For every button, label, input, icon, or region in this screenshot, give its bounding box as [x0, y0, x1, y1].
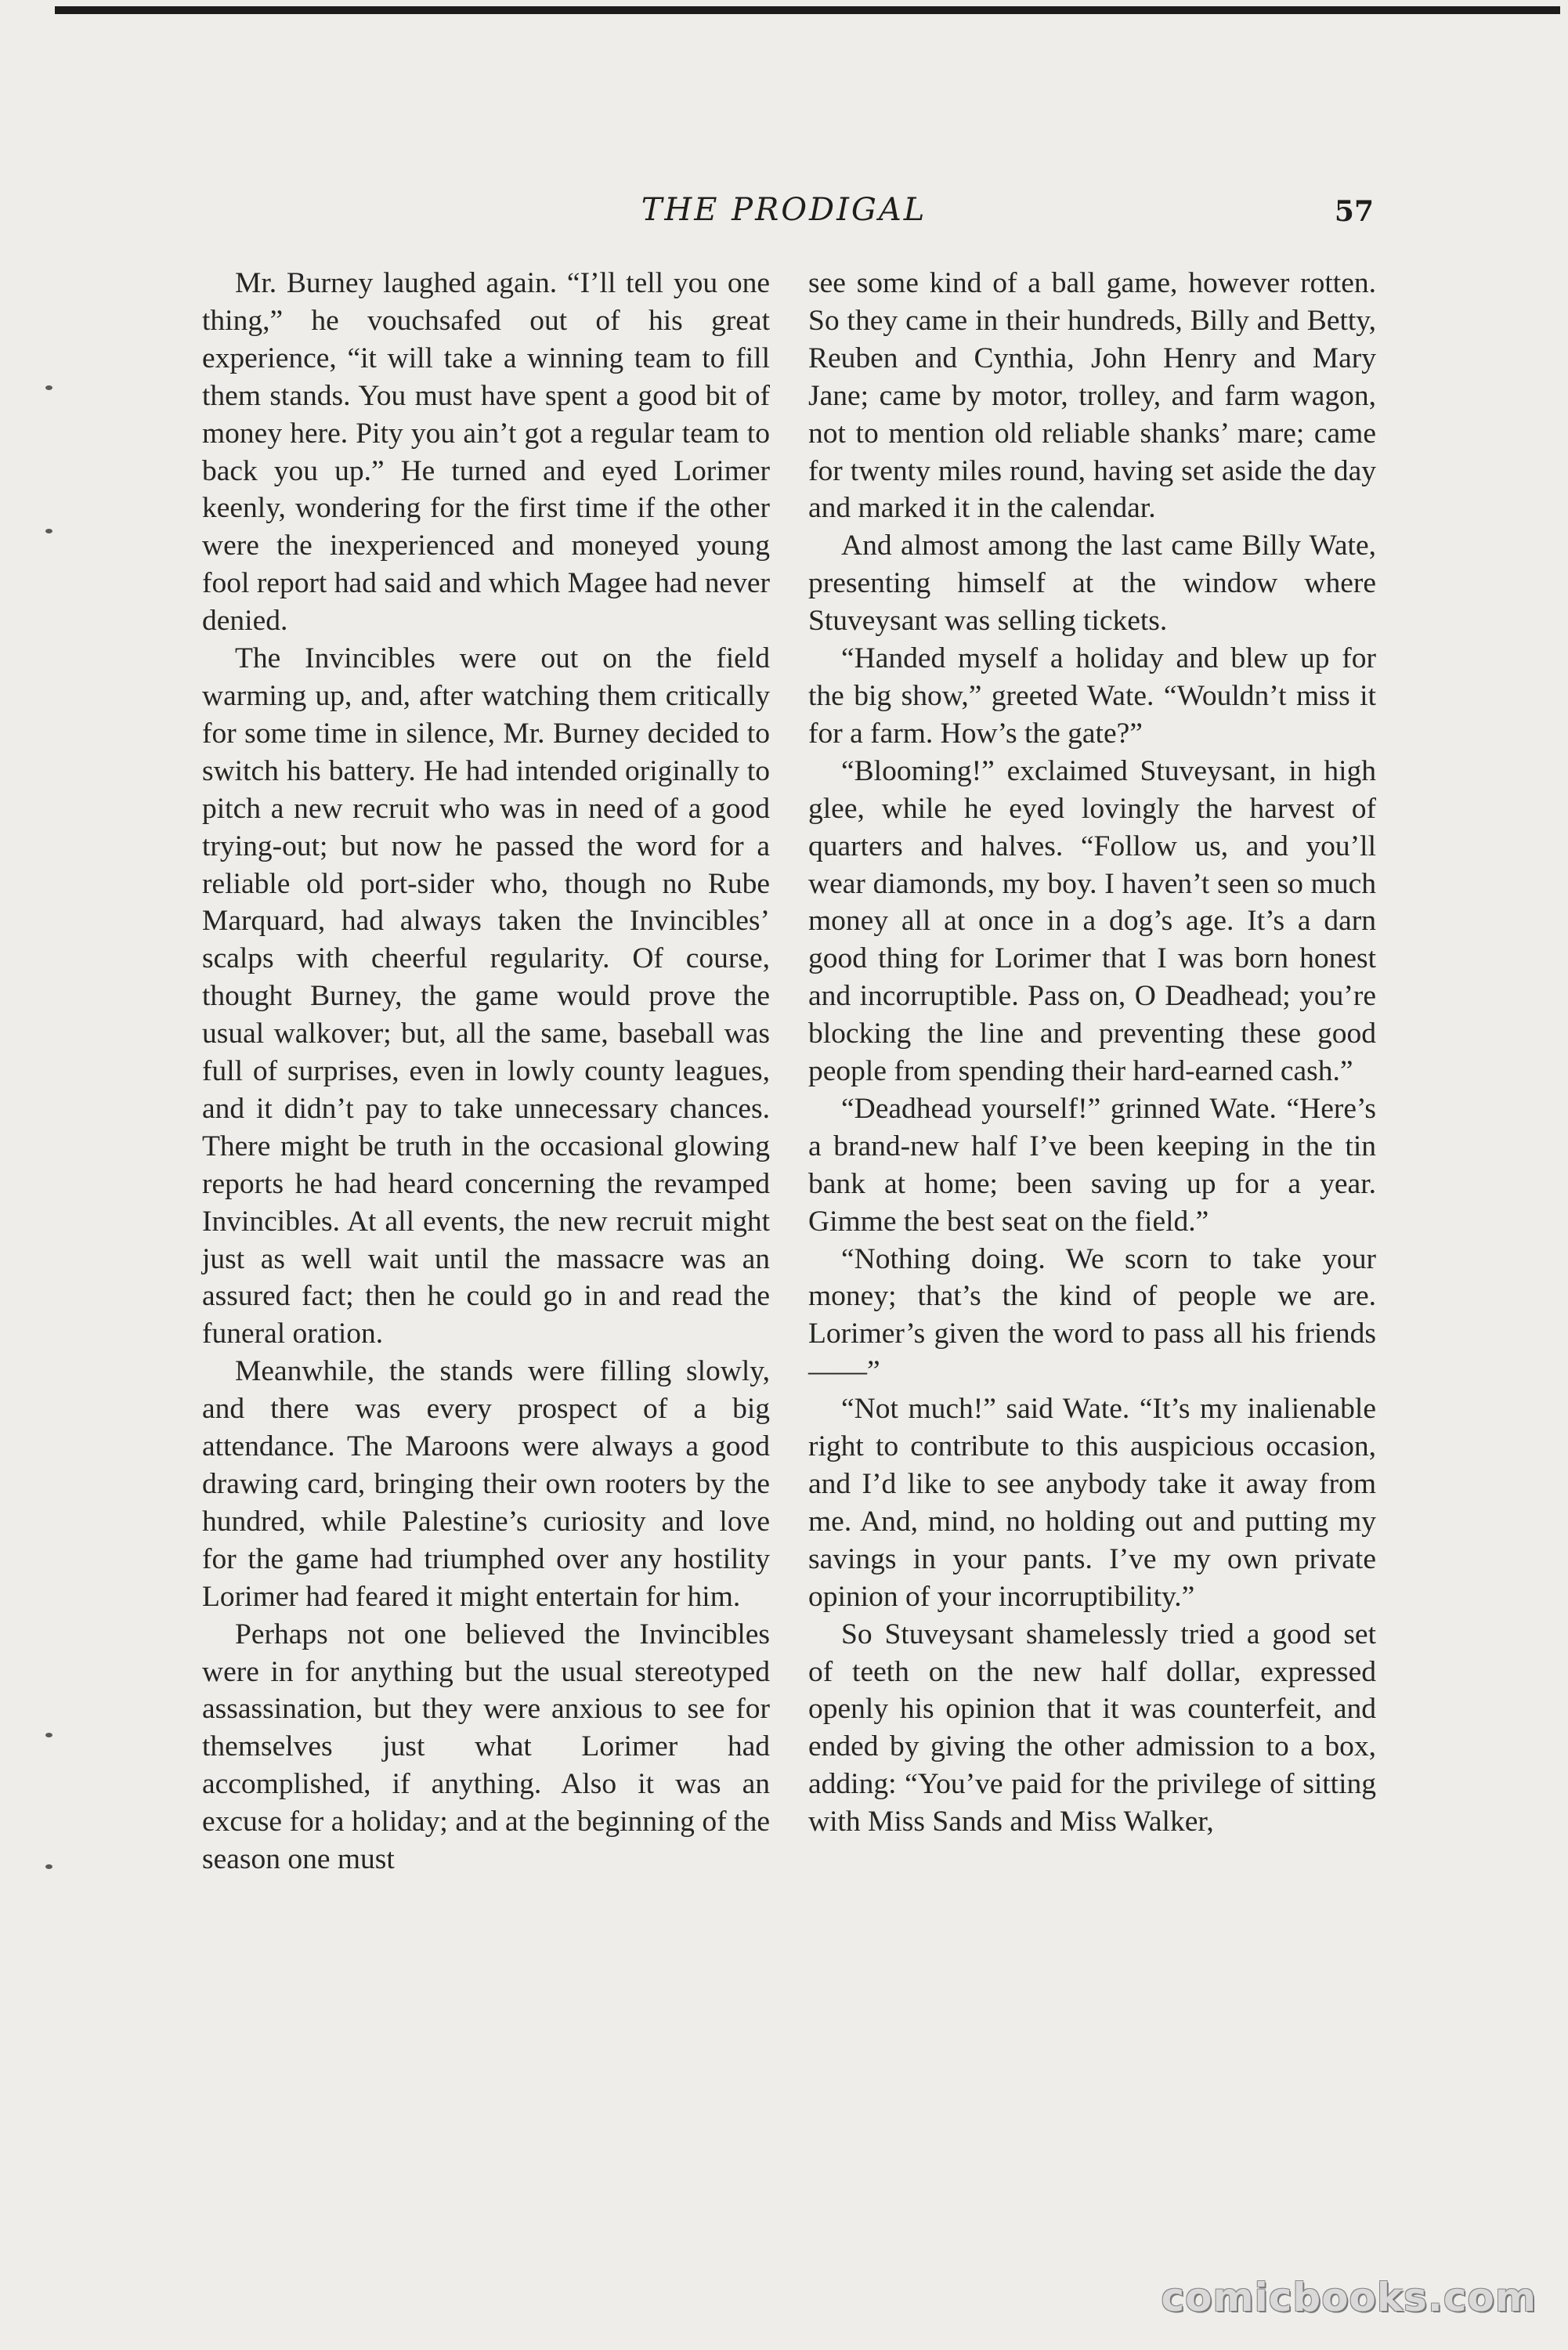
paragraph: The Invincibles were out on the field warming up, and, after watching them critically for some time in silence, Mr. Burney decided to switch his battery. He had intended originally to pitch a new recruit who was in need of a good trying-out; but now he passed the word for a reliable old port-sider who, though no Rube Marquard, had always taken the Invincibles’ scalps with cheerful regularity. Of course, thought Burney, the game would prove the usual walkover; but, all the same, baseball was full of surprises, even in lowly county leagues, and it didn’t pay to take unnecessary chances. There might be truth in the occasional glowing reports he had heard concerning the revamped Invincibles. At all events, the new recruit might just as well wait until the massacre was an assured fact; then he could go in and read the funeral oration. [202, 642, 770, 1350]
paragraph: So Stuveysant shamelessly tried a good set of teeth on the new half dollar, expressed openly his opinion that it was counterfeit, and ended by giving the other admission to a box, adding: “You’ve paid for the privilege of sitting with Miss Sands and Miss Walker, [808, 1618, 1376, 1838]
binding-hole-mark [45, 1733, 52, 1737]
paragraph: Mr. Burney laughed again. “I’ll tell you one thing,” he vouchsafed out of his great experience, “it will take a winning team to fill them stands. You must have spent a good bit of money here. Pity you ain’t got a regular team to back you up.” He turned and eyed Lorimer keenly, wondering for the first time if the other were the inexperienced and moneyed young fool report had said and which Magee had never denied. [202, 267, 770, 638]
site-watermark: comicbooks.com [1161, 2275, 1537, 2320]
binding-hole-mark [45, 1864, 52, 1869]
right-text-column [808, 265, 1376, 1841]
top-edge-rule [55, 6, 1560, 14]
binding-hole-mark [45, 529, 52, 533]
running-head [0, 192, 1568, 239]
paragraph: “Blooming!” exclaimed Stuveysant, in high glee, while he eyed lovingly the harvest of quarters and halves. “Follow us, and you’ll wear diamonds, my boy. I haven’t seen so much money all at once in a dog’s age. It’s a darn good thing for Lorimer that I was born honest and incorruptible. Pass on, O Deadhead; you’re blocking the line and preventing these good people from spending their hard-earned cash.” [808, 754, 1376, 1088]
paragraph: “Handed myself a holiday and blew up for the big show,” greeted Wate. “Wouldn’t miss it for a farm. How’s the gate?” [808, 642, 1376, 750]
paragraph: “Not much!” said Wate. “It’s my inalienable right to contribute to this auspicious occasion, and I’d like to see anybody take it away from me. And, mind, no holding out and putting my savings in your pants. I’ve my own private opinion of your incorruptibility.” [808, 1393, 1376, 1613]
paragraph: Perhaps not one believed the Invincibles were in for anything but the usual stereotyped assassination, but they were anxious to see for themselves just what Lorimer had accomplished, if anything. Also it was an excuse for a holiday; and at the beginning of the season one must [202, 1618, 770, 1876]
page-number: 57 [1334, 195, 1374, 228]
paragraph: And almost among the last came Billy Wate, presenting himself at the window where Stuveysant was selling tickets. [808, 530, 1376, 638]
paragraph: “Nothing doing. We scorn to take your money; that’s the kind of people we are. Lorimer’s given the word to pass all his friends——” [808, 1242, 1376, 1388]
paragraph: Meanwhile, the stands were filling slowly, and there was every prospect of a big attendance. The Maroons were always a good drawing card, bringing their own rooters by the hundred, while Palestine’s curiosity and love for the game had triumphed over any hostility Lorimer had feared it might entertain for him. [202, 1355, 770, 1613]
binding-hole-mark [45, 385, 52, 390]
paragraph: “Deadhead yourself!” grinned Wate. “Here’s a brand-new half I’ve been keeping in the tin bank at home; been saving up for a year. Gimme the best seat on the field.” [808, 1092, 1376, 1238]
running-head-title: THE PRODIGAL [641, 192, 927, 228]
paragraph-continued: see some kind of a ball game, however rotten. So they came in their hundreds, Billy and Betty, Reuben and Cynthia, John Henry and Mary Jane; came by motor, trolley, and farm wagon, not to mention old reliable shanks’ mare; came for twenty miles round, having set aside the day and marked it in the calendar. [808, 267, 1376, 525]
left-text-column [202, 265, 770, 1878]
